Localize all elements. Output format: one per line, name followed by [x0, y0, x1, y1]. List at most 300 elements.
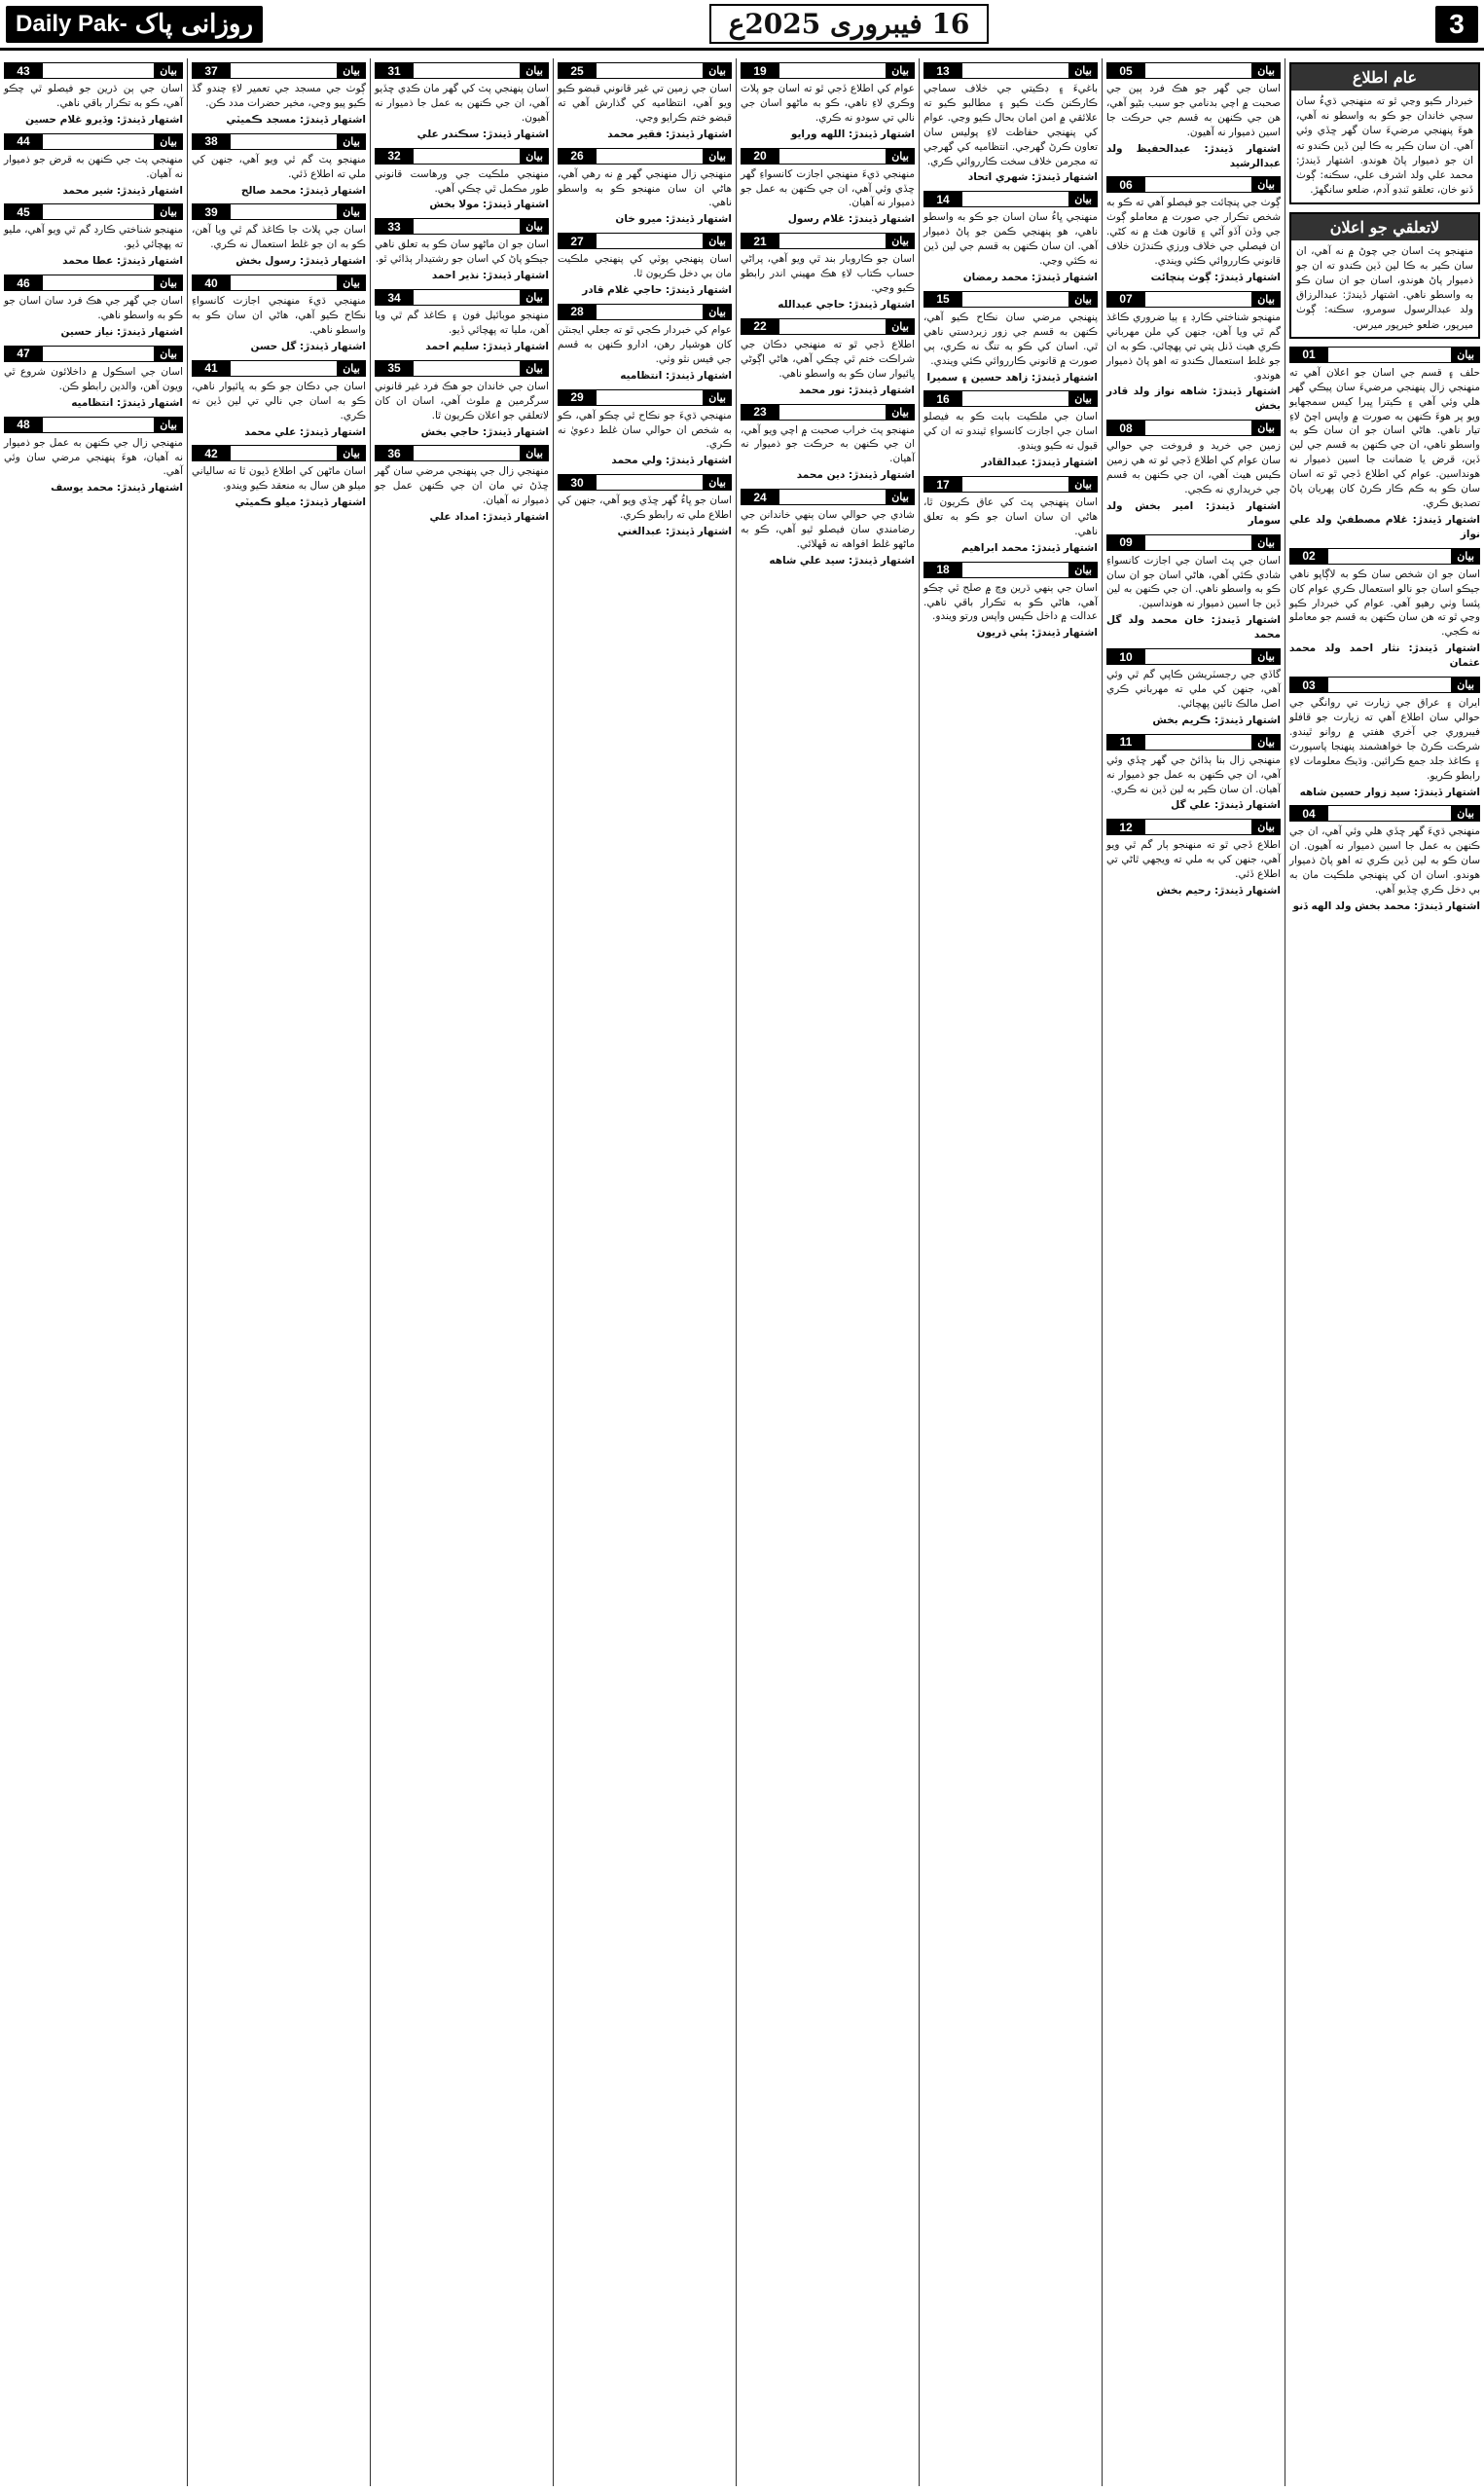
notice-text: منهنجي ملڪيت جي ورهاست قانوني طور مڪمل ٿي چڪي آهي. [375, 167, 549, 195]
notice-text: منهنجي زال جي ڪنهن به عمل جو ذميوار نه آهيان، هوءَ پنهنجي مرضي سان وئي آهي. [4, 436, 183, 478]
notice-number: 05 [1106, 62, 1145, 79]
notice-item [375, 360, 549, 440]
column-2 [1102, 58, 1285, 2486]
notice-tag [375, 289, 549, 306]
notice-tag [558, 304, 732, 320]
notice-rule [1145, 176, 1251, 193]
notice-body [923, 311, 1098, 385]
notice-item [1106, 176, 1281, 284]
notice-tag [923, 291, 1098, 308]
notice-item [1289, 548, 1480, 671]
notice-item [4, 203, 183, 269]
notice-item [4, 417, 183, 496]
notice-text: منهنجي ڌيءَ منهنجي اجازت کانسواءِ نڪاح ڪيو آهي، هاڻي ان سان ڪو به واسطو ناهي. [192, 295, 366, 336]
notice-signature: اشتهار ڏيندڙ: عطا محمد [62, 255, 183, 268]
notice-signature: اشتهار ڏيندڙ: رسول بخش [235, 255, 366, 268]
notice-item [1289, 347, 1480, 542]
notice-text: منهنجي زال بنا ٻڌائڻ جي گهر ڇڏي وئي آهي، ان جي ڪنهن به عمل جو ذميوار نه آهيان. ان سان ڪير به لين ڏين نه ڪري. [1106, 753, 1281, 795]
notice-label: بيان [1451, 805, 1480, 822]
notice-text: ايران ۽ عراق جي زيارت تي روانگي جي حوالي سان اطلاع آهي ته زيارت جو قافلو فيبروري جي آخري هفتي ۾ روانو ٿيندو. شرڪت ڪرڻ جا خواهشمند پنهنجا پاسپورٽ ۽ ڪاغذ جلد جمع ڪرائين. وڌيڪ معلومات لاءِ رابطو ڪريو. [1289, 697, 1480, 782]
notice-text: اسان جي پلاٽ جا ڪاغذ گم ٿي ويا آهن، ڪو به ان جو غلط استعمال نه ڪري. [192, 224, 366, 251]
notice-text: شادي جي حوالي سان ٻنهي خاندانن جي رضامندي سان فيصلو ٿيو آهي، ڪو به ماڻهو غلط افواهه نه ڦهلائي. [741, 509, 915, 550]
notice-tag [192, 275, 366, 291]
notice-tag [1106, 420, 1281, 436]
notice-tag [741, 489, 915, 505]
notice-rule [962, 562, 1068, 578]
notice-number: 04 [1289, 805, 1328, 822]
notice-signature: اشتهار ڏيندڙ: حاجي غلام قادر [582, 284, 732, 297]
notice-signature: اشتهار ڏيندڙ: مسجد ڪميٽي [226, 113, 366, 126]
notice-text: منهنجو موبائيل فون ۽ ڪاغذ گم ٿي ويا آهن، مليا ته پهچائي ڏيو. [375, 310, 549, 336]
notice-rule [43, 62, 154, 79]
notice-label: بيان [154, 275, 183, 291]
notice-tag [1106, 176, 1281, 193]
notice-tag [923, 62, 1098, 79]
notice-label: بيان [154, 417, 183, 433]
notice-body [1289, 825, 1480, 913]
notice-text: اسان جي اسڪول ۾ داخلائون شروع ٿي ويون آهن، والدين رابطو ڪن. [4, 365, 183, 392]
notice-item [558, 389, 732, 469]
notice-label: بيان [886, 318, 915, 335]
notice-item [558, 233, 732, 298]
notice-number: 26 [558, 148, 597, 165]
notice-tag [923, 476, 1098, 493]
notice-number: 31 [375, 62, 414, 79]
column-notices [192, 62, 366, 510]
notice-number: 28 [558, 304, 597, 320]
notice-number: 23 [741, 404, 779, 421]
notice-rule [414, 218, 520, 235]
column-notices [1289, 347, 1480, 914]
notice-item [192, 275, 366, 354]
notice-number: 34 [375, 289, 414, 306]
notice-tag [923, 191, 1098, 207]
notice-tag [375, 148, 549, 165]
notice-body [558, 167, 732, 228]
notice-label: بيان [520, 218, 549, 235]
notice-signature: اشتهار ڏيندڙ: شهري اتحاد [967, 171, 1098, 184]
notice-body [192, 294, 366, 354]
notice-tag [375, 445, 549, 461]
notice-body [1106, 668, 1281, 728]
notice-tag [4, 203, 183, 220]
notice-number: 15 [923, 291, 962, 308]
notice-tag [4, 275, 183, 291]
notice-rule [1328, 347, 1451, 363]
notice-body [741, 167, 915, 228]
notice-number: 18 [923, 562, 962, 578]
notice-rule [1145, 534, 1251, 551]
notice-rule [414, 445, 520, 461]
notice-item [923, 476, 1098, 556]
notice-number: 37 [192, 62, 231, 79]
notice-body [375, 82, 549, 142]
notice-number: 11 [1106, 734, 1145, 751]
notice-tag [1106, 734, 1281, 751]
notice-tag [1106, 819, 1281, 835]
notice-body [192, 464, 366, 510]
notice-item [741, 318, 915, 398]
column-notices [1106, 62, 1281, 898]
notice-rule [597, 233, 703, 249]
column-8 [0, 58, 187, 2486]
notice-text: پنهنجي مرضي سان نڪاح ڪيو آهي، ڪنهن به قسم جي زور زبردستي ناهي ٿي. اسان کي ڪو به تنگ نه ڪري، ٻي صورت ۾ قانوني ڪارروائي ڪئي ويندي. [923, 311, 1098, 367]
notice-number: 10 [1106, 648, 1145, 665]
notice-body [741, 338, 915, 398]
notice-tag [192, 133, 366, 150]
notice-signature: اشتهار ڏيندڙ: ولي محمد [611, 455, 732, 467]
masthead [0, 0, 1484, 51]
notice-item [4, 275, 183, 340]
notice-signature: اشتهار ڏيندڙ: ڪريم بخش [1152, 714, 1281, 726]
notice-number: 47 [4, 346, 43, 362]
notice-item [923, 291, 1098, 385]
notice-rule [1145, 734, 1251, 751]
notice-rule [1145, 819, 1251, 835]
notice-item [558, 474, 732, 539]
notice-item [923, 62, 1098, 185]
notice-body [558, 494, 732, 539]
notice-signature: اشتهار ڏيندڙ: شاهه نواز ولد قادر بخش [1106, 385, 1281, 413]
notice-item [1106, 291, 1281, 414]
notice-item [558, 62, 732, 142]
notice-body [741, 82, 915, 142]
notice-text: اسان پنهنجي پٽ کي گهر مان ڪڍي ڇڏيو آهي، ان جي ڪنهن به عمل جا ذميوار نه آهيون. [375, 83, 549, 124]
notice-label: بيان [703, 389, 732, 406]
notice-item [1106, 420, 1281, 528]
notice-item [375, 148, 549, 213]
notice-item [558, 304, 732, 384]
column-3 [919, 58, 1102, 2486]
notice-rule [231, 62, 337, 79]
notice-text: منهنجي ڌيءَ جو نڪاح ٿي چڪو آهي، ڪو به شخص ان حوالي سان غلط دعويٰ نه ڪري. [558, 409, 732, 451]
notice-body [558, 82, 732, 142]
notice-text: اسان پنهنجي پوٽي کي پنهنجي ملڪيت مان بي دخل ڪريون ٿا. [558, 253, 732, 280]
notice-number: 25 [558, 62, 597, 79]
notice-signature: اشتهار ڏيندڙ: انتظاميه [620, 369, 732, 382]
notice-body [741, 423, 915, 484]
notice-label: بيان [886, 62, 915, 79]
notice-rule [43, 133, 154, 150]
notice-rule [1328, 677, 1451, 693]
notice-tag [923, 562, 1098, 578]
notice-signature: اشتهار ڏيندڙ: سيد زوار حسين شاهه [1299, 786, 1480, 798]
notice-label: بيان [520, 289, 549, 306]
notice-label: بيان [1251, 420, 1281, 436]
column-6 [370, 58, 553, 2486]
notice-body [741, 508, 915, 568]
notice-rule [779, 404, 886, 421]
notice-text: منهنجي زال جي پنهنجي مرضي سان گهر ڇڏڻ تي مان ان جي ڪنهن عمل جو ذميوار نه آهيان. [375, 465, 549, 507]
notice-rule [962, 191, 1068, 207]
notice-item [375, 62, 549, 142]
notice-number: 48 [4, 417, 43, 433]
notice-body [4, 436, 183, 496]
notice-body [1106, 311, 1281, 414]
notice-label: بيان [1068, 476, 1098, 493]
notice-rule [231, 275, 337, 291]
notice-label: بيان [886, 233, 915, 249]
notice-rule [597, 389, 703, 406]
notice-signature: اشتهار ڏيندڙ: علي گل [1171, 799, 1281, 812]
notice-label: بيان [703, 304, 732, 320]
notice-signature: اشتهار ڏيندڙ: زاهد حسين ۽ سميرا [926, 371, 1098, 384]
notice-number: 08 [1106, 420, 1145, 436]
notice-rule [779, 489, 886, 505]
notice-body [1106, 439, 1281, 528]
notice-signature: اشتهار ڏيندڙ: وڏيرو غلام حسين [25, 113, 183, 126]
notice-signature: اشتهار ڏيندڙ: محمد رمضان [962, 271, 1098, 283]
notice-text: منهنجو پٽ خراب صحبت ۾ اچي ويو آهي، ان جي ڪنهن به حرڪت جو ذميوار نه آهيان. [741, 423, 915, 465]
column-notices [558, 62, 732, 539]
notice-tag [741, 233, 915, 249]
notice-text: منهنجي ڀاءُ سان اسان جو ڪو به واسطو ناهي، هو پنهنجي ڪمن جو پاڻ ذميوار آهي. ان سان ڪنهن به قسم جي لين ڏين نه ڪئي وڃي. [923, 211, 1098, 268]
notice-item [375, 218, 549, 283]
notice-body [375, 167, 549, 213]
notice-signature: اشتهار ڏيندڙ: امير بخش ولد سومار [1106, 499, 1281, 527]
notice-text: منهنجي ڌيءَ گهر ڇڏي هلي وئي آهي، ان جي ڪنهن به عمل جا اسين ذميوار نه آهيون. ان سان ڪو به لين ڏين ڪري ته اهو پاڻ ذميوار هوندو. اسان ان کي پنهنجي ملڪيت مان به بي دخل ڪري ڇڏيو آهي. [1289, 825, 1480, 897]
notice-body [4, 153, 183, 199]
notice-rule [779, 233, 886, 249]
notice-item [192, 445, 366, 510]
notice-number: 12 [1106, 819, 1145, 835]
notice-label: بيان [520, 360, 549, 377]
notice-label: بيان [1068, 562, 1098, 578]
notice-number: 43 [4, 62, 43, 79]
notice-label: بيان [154, 62, 183, 79]
notice-body [1106, 554, 1281, 642]
notice-body [375, 380, 549, 440]
notice-tag [923, 390, 1098, 407]
notice-body [1289, 568, 1480, 671]
notice-body [1289, 696, 1480, 799]
notice-signature: اشتهار ڏيندڙ: حاجي عبدالله [778, 298, 915, 311]
notice-rule [779, 62, 886, 79]
notice-number: 09 [1106, 534, 1145, 551]
notice-rule [231, 203, 337, 220]
notice-signature: اشتهار ڏيندڙ: نور محمد [798, 384, 915, 396]
notice-label: بيان [1251, 534, 1281, 551]
notice-signature: اشتهار ڏيندڙ: مولا بخش [429, 199, 549, 211]
notice-tag [1106, 648, 1281, 665]
notice-signature: اشتهار ڏيندڙ: ميرو خان [615, 213, 732, 226]
notice-signature: اشتهار ڏيندڙ: غلام رسول [787, 213, 915, 226]
notice-signature: اشتهار ڏيندڙ: ٻئي ڌريون [976, 627, 1098, 640]
notice-body [558, 323, 732, 384]
notice-signature: اشتهار ڏيندڙ: محمد يوسف [51, 482, 183, 495]
notice-text: منهنجي پٽ جي ڪنهن به قرض جو ذميوار نه آهيان. [4, 153, 183, 180]
notice-signature: اشتهار ڏيندڙ: ڳوٺ پنچائت [1150, 271, 1281, 283]
brand-urdu: روزانی پاک [134, 9, 254, 39]
notice-signature: اشتهار ڏيندڙ: اللهه ورايو [790, 128, 915, 140]
notice-number: 24 [741, 489, 779, 505]
notice-rule [231, 445, 337, 461]
notice-tag [558, 148, 732, 165]
notice-number: 40 [192, 275, 231, 291]
notice-signature: اشتهار ڏيندڙ: سليم احمد [425, 340, 549, 352]
notice-rule [231, 133, 337, 150]
notice-item [741, 148, 915, 228]
notice-label: بيان [337, 62, 366, 79]
notice-signature: اشتهار ڏيندڙ: نذير احمد [431, 270, 549, 282]
notice-text: اطلاع ڏجي ٿو ته منهنجو ٻار گم ٿي ويو آهي، جنهن کي به ملي ته ويجهي ٿاڻي تي اطلاع ڏئي. [1106, 839, 1281, 881]
notice-tag [1289, 677, 1480, 693]
notice-item [192, 133, 366, 199]
notice-number: 42 [192, 445, 231, 461]
notice-body [923, 581, 1098, 641]
column-notices [4, 62, 183, 495]
notice-rule [43, 275, 154, 291]
notice-body [741, 252, 915, 312]
notice-label: بيان [1251, 734, 1281, 751]
notice-rule [1328, 805, 1451, 822]
notice-signature: اشتهار ڏيندڙ: محمد ابراهيم [961, 541, 1098, 554]
notice-tag [4, 133, 183, 150]
notice-label: بيان [1251, 291, 1281, 308]
notice-label: بيان [154, 203, 183, 220]
notice-signature: اشتهار ڏيندڙ: فقير محمد [607, 128, 732, 140]
notice-number: 06 [1106, 176, 1145, 193]
notice-label: بيان [1068, 390, 1098, 407]
notice-item [1106, 62, 1281, 170]
notice-number: 19 [741, 62, 779, 79]
notice-item [4, 62, 183, 128]
notice-text: منهنجو شناختي ڪارڊ ۽ ٻيا ضروري ڪاغذ گم ٿي ويا آهن، جنهن کي ملن مهرباني ڪري هيٺ ڏنل پتي تي پهچائي. ڪو به ان جو غلط استعمال ڪندو ته اهو پاڻ ذميوار هوندو. [1106, 311, 1281, 382]
notice-text: منهنجو شناختي ڪارڊ گم ٿي ويو آهي، مليو ته پهچائي ڏيو. [4, 224, 183, 251]
notice-number: 17 [923, 476, 962, 493]
notice-number: 33 [375, 218, 414, 235]
notice-body [558, 252, 732, 298]
notice-tag [1289, 347, 1480, 363]
notice-body [375, 238, 549, 283]
notice-label: بيان [1068, 191, 1098, 207]
notice-tag [192, 445, 366, 461]
notice-rule [962, 476, 1068, 493]
notice-number: 39 [192, 203, 231, 220]
notice-body [1106, 196, 1281, 284]
notice-rule [414, 148, 520, 165]
notice-text: اسان جي ملڪيت بابت ڪو به فيصلو اسان جي اجازت کانسواءِ ٿيندو ته ان کي قبول نه ڪيو ويندو. [923, 411, 1098, 453]
notice-body [4, 82, 183, 128]
notice-rule [43, 346, 154, 362]
notice-rule [231, 360, 337, 377]
notice-signature: اشتهار ڏيندڙ: خان محمد ولد گل محمد [1106, 614, 1281, 641]
notice-rule [1145, 648, 1251, 665]
notice-item [923, 562, 1098, 641]
notice-label: بيان [703, 233, 732, 249]
notice-text: اسان جي گهر جي هڪ فرد سان اسان جو ڪو به واسطو ناهي. [4, 295, 183, 322]
notice-tag [192, 203, 366, 220]
notice-number: 45 [4, 203, 43, 220]
notice-label: بيان [703, 62, 732, 79]
notice-number: 21 [741, 233, 779, 249]
notice-number: 35 [375, 360, 414, 377]
notice-label: بيان [337, 203, 366, 220]
notice-body [1106, 838, 1281, 898]
column-notices [923, 62, 1098, 641]
notice-signature: اشتهار ڏيندڙ: دين محمد [796, 469, 915, 482]
notice-tag [1289, 548, 1480, 565]
notice-signature: اشتهار ڏيندڙ: رحيم بخش [1156, 885, 1281, 898]
notice-tag [558, 389, 732, 406]
notice-tag [558, 474, 732, 491]
notice-text: ڳوٺ جي پنچائت جو فيصلو آهي ته ڪو به شخص تڪرار جي صورت ۾ معاملو ڳوٺ جي وڏن آڏو آڻي ۽ قانون هٿ ۾ نه کڻي. ان فيصلي جي خلاف ورزي ڪندڙن خلاف قانوني ڪارروائي ڪئي ويندي. [1106, 197, 1281, 268]
notice-body [375, 464, 549, 525]
notice-body [4, 365, 183, 411]
notice-number: 41 [192, 360, 231, 377]
notice-item [741, 489, 915, 568]
notice-item [192, 360, 366, 440]
notice-text: اسان جو ان ماڻهو سان ڪو به تعلق ناهي جيڪو پاڻ کي اسان جو رشتيدار ٻڌائي ٿو. [375, 238, 549, 266]
notice-rule [414, 289, 520, 306]
notice-label: بيان [1251, 648, 1281, 665]
notice-tag [1106, 534, 1281, 551]
notice-label: بيان [703, 474, 732, 491]
notice-rule [597, 304, 703, 320]
notice-text: اسان جو ڪاروبار بند ٿي ويو آهي، پراڻي حساب ڪتاب لاءِ هڪ مهيني اندر رابطو ڪيو وڃي. [741, 253, 915, 295]
notice-label: بيان [1451, 548, 1480, 565]
notice-item [192, 203, 366, 269]
notice-label: بيان [1451, 347, 1480, 363]
notice-tag [741, 62, 915, 79]
notice-number: 32 [375, 148, 414, 165]
notice-text: اطلاع ڏجي ٿو ته منهنجي دڪان جي شراڪت ختم ٿي چڪي آهي، هاڻي اڳوڻي ڀائيوار سان ڪو به واسطو ناهي. [741, 338, 915, 380]
notice-text: اسان جي ٻن ڌرين جو فيصلو ٿي چڪو آهي، ڪو به تڪرار باقي ناهي. [4, 83, 183, 109]
notice-number: 22 [741, 318, 779, 335]
notice-rule [1328, 548, 1451, 565]
public-notice-box [1289, 62, 1480, 204]
notice-rule [1145, 62, 1251, 79]
notice-text: اسان جي زمين تي غير قانوني قبضو ڪيو ويو آهي، انتظاميه کي گذارش آهي ته قبضو ختم ڪرايو وڃي. [558, 83, 732, 124]
notice-text: منهنجي زال منهنجي گهر ۾ نه رهي آهي، هاڻي ان سان منهنجو ڪو به واسطو ناهي. [558, 167, 732, 209]
notice-number: 01 [1289, 347, 1328, 363]
notice-tag [741, 404, 915, 421]
notice-tag [375, 360, 549, 377]
notice-text: اسان جي ٻنهي ڌرين وچ ۾ صلح ٿي چڪو آهي، هاڻي ڪو به تڪرار باقي ناهي. عدالت ۾ داخل ڪيس واپس ورتو ويندو. [923, 581, 1098, 623]
notice-body [4, 223, 183, 269]
notice-number: 16 [923, 390, 962, 407]
notice-number: 38 [192, 133, 231, 150]
notice-label: بيان [1251, 62, 1281, 79]
notice-signature: اشتهار ڏيندڙ: نثار احمد ولد محمد عثمان [1289, 642, 1480, 670]
notice-body [1106, 753, 1281, 814]
notice-signature: اشتهار ڏيندڙ: حاجي بخش [420, 425, 549, 438]
notice-tag [558, 233, 732, 249]
notice-number: 29 [558, 389, 597, 406]
notice-number: 07 [1106, 291, 1145, 308]
notice-body [923, 82, 1098, 185]
notice-signature: اشتهار ڏيندڙ: عبدالقادر [981, 457, 1098, 469]
notice-item [1289, 677, 1480, 799]
notice-tag [1289, 805, 1480, 822]
notice-signature: اشتهار ڏيندڙ: امداد علي [429, 511, 549, 524]
notice-text: منهنجي ڌيءَ منهنجي اجازت کانسواءِ گهر ڇڏي وئي آهي، ان جي ڪنهن به عمل جو ذميوار نه آهيان. [741, 167, 915, 209]
notice-body [558, 409, 732, 469]
notice-text: باغيءَ ۽ ڊڪيتي جي خلاف سماجي ڪارڪنن ڪٺ ڪيو ۽ مطالبو ڪيو ته علائقي ۾ امن امان بحال ڪيو وڃي. عوام کي پنهنجي حفاظت لاءِ پوليس سان تعاون ڪرڻ گهرجي. انتظاميه کي گهرجي ته مجرمن خلاف سخت ڪارروائي ڪري. [923, 83, 1098, 167]
notice-label: بيان [1068, 62, 1098, 79]
notice-tag [1106, 291, 1281, 308]
public-notice-text: خبردار ڪيو وڃي ٿو ته منهنجي ڌيءُ سان سڄي خاندان جو ڪو به واسطو نه آهي، هوءَ پنهنجي مرضيءَ سان گهر ڇڏي وئي آهي. ان سان ڪير به ڪا لين ڏين ڪندو ته ان جو ذميوار پاڻ هوندو. اشتهار ڏيندڙ: محمد علي ولد اشرف علي، سڪنه: ڳوٺ ڏنو خان، تعلقو ٽنڊو آدم، ضلعو سانگهڙ. [1296, 95, 1473, 197]
column-notices [375, 62, 549, 525]
notice-tag [4, 417, 183, 433]
notice-number: 20 [741, 148, 779, 165]
disclaimer-box [1289, 212, 1480, 339]
notice-number: 14 [923, 191, 962, 207]
notice-item [923, 390, 1098, 470]
notice-signature: اشتهار ڏيندڙ: نياز حسين [60, 325, 183, 338]
public-notice-title: عام اطلاع [1291, 64, 1478, 91]
notice-label: بيان [337, 445, 366, 461]
